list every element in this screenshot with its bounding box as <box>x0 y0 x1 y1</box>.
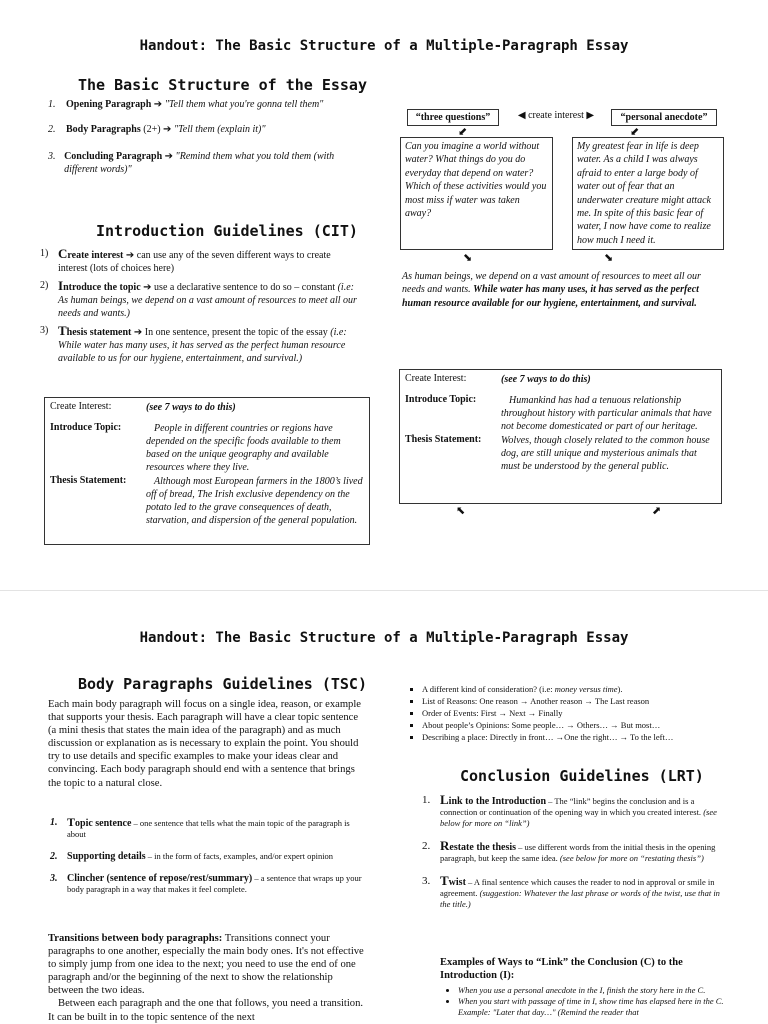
thesis-value: Although most European farmers in the 1800’s lived off of bread, The Irish exclusive dependency on the potato led to the grave consequences of death, starvation, and dispersion of the general population. <box>146 476 363 526</box>
body-heading: Body Paragraphs Guidelines (TSC) <box>78 675 367 693</box>
bullet-item <box>422 683 734 695</box>
item-number: 1. <box>48 99 56 110</box>
body-paragraph: Each main body paragraph will focus on a single idea, reason, or example that supports your thesis. Each paragraph will have a clear topic sentence (a mini thesis that states the main idea of the paragraph) and as much discussion or explanation as is necessary to explain the point. You should try to use details and specific examples to make your ideas clear and convincing. Each body paragraph should end with a sentence that brings the topic to a natural close. <box>48 699 361 789</box>
three-questions-tag: “three questions” <box>407 109 499 126</box>
cit-example: (i.e: As human beings, we depend on a vast amount of resources to meet all our needs and wants.) <box>58 282 357 319</box>
bullet-item <box>422 695 734 707</box>
item-number: 3) <box>40 325 49 336</box>
item-number: 2) <box>40 280 49 291</box>
structure-item <box>48 98 368 111</box>
examples-list <box>440 985 724 1018</box>
item-extra: (2+) <box>143 124 161 135</box>
thesis-row <box>50 475 364 527</box>
cit-name: reate interest <box>67 250 124 261</box>
example-item: • When you use a personal anecdote in the I, finish the story here in the C. <box>458 985 724 996</box>
create-interest-row <box>405 373 716 386</box>
lrt-item <box>422 875 722 910</box>
lrt-name: ink to the Introduction <box>448 796 547 807</box>
item-number: 2. <box>422 840 431 852</box>
lrt-text: – A final sentence which causes the reader to nod in approval or smile in agreement. <box>440 877 715 898</box>
questions-example-box: Can you imagine a world without water? What things do you do everyday that depend on water? Which of these activities would you most miss if water was taken away? <box>400 137 553 250</box>
intro-plain-text: As human beings, we depend on a vast amount of resources to meet all our needs and wants. <box>402 271 701 296</box>
arrow-down-left-icon: ⬋ <box>458 125 468 138</box>
cit-example: (i.e: While water has many uses, it has served as the perfect human resource available to us for our hygiene, entertainment, and survival.) <box>58 327 347 364</box>
bullet-text: Describing a place: Directly in front… →One the right… → To the left… <box>422 732 674 742</box>
introduce-topic-value: Humankind has had a tenuous relationship throughout history with particular animals that have not become domesticated or part of our heritage. <box>501 395 712 432</box>
arrow-down-right-icon: ⬊ <box>604 251 614 264</box>
bullet-item <box>422 707 734 719</box>
item-number: 3. <box>422 875 431 887</box>
thesis-value: Wolves, though closely related to the common house dog, are still unique and mysterious animals that must be understood by the general public. <box>501 435 710 472</box>
bullet-text: About people’s Opinions: Some people… → Others… → But most… <box>422 720 661 730</box>
transitions-label: Transitions between body paragraphs: <box>48 933 223 944</box>
example-box-right <box>399 369 722 504</box>
personal-anecdote-tag: “personal anecdote” <box>611 109 717 126</box>
arrow-up-icon: ⬈ <box>652 504 662 517</box>
item-number: 1. <box>422 794 431 806</box>
lrt-letter: L <box>440 792 449 807</box>
bullet-item <box>422 731 734 743</box>
item-quote: "Remind them what you told them (with different words)" <box>64 151 335 175</box>
introduce-topic-value: People in different countries or regions have depended on the specific foods available to them based on the unique geography and available resources where they live. <box>146 423 341 473</box>
tsc-list <box>50 817 366 895</box>
tsc-item <box>50 817 366 840</box>
transitions-paragraph <box>48 932 366 1024</box>
page-title: Handout: The Basic Structure of a Multiple-Paragraph Essay <box>139 630 629 646</box>
arrow-down-right-icon: ⬊ <box>463 251 473 264</box>
lrt-note: (see below for more on “restating thesis”) <box>559 853 704 863</box>
cit-text: use a declarative sentence to do so – constant <box>154 282 336 293</box>
conclusion-heading: Conclusion Guidelines (LRT) <box>460 767 704 785</box>
cit-item <box>40 279 362 320</box>
tsc-text: – one sentence that tells what the main topic of the paragraph is about <box>67 818 350 839</box>
intro-thesis-text: While water has many uses, it has served as the perfect human resource available for our hygiene, entertainment, and survival. <box>402 284 699 309</box>
arrow-down-left-icon: ⬋ <box>630 125 640 138</box>
arrow-right-icon: ▶ <box>586 110 595 121</box>
structure-list <box>48 98 368 176</box>
item-number: 2. <box>50 851 58 862</box>
lrt-list <box>422 794 722 910</box>
example-item: • When you start with passage of time in I, show time has elapsed here in the C. Example: "Later that day…" (Remind the reader that <box>458 996 724 1018</box>
cit-text: In one sentence, present the topic of the essay <box>144 327 328 338</box>
cit-letter: T <box>58 323 67 338</box>
create-interest-connector <box>503 110 609 121</box>
examples-heading: Examples of Ways to “Link” the Conclusion (C) to the Introduction (I): <box>440 957 683 981</box>
lrt-note: (see below for more on “link”) <box>440 807 717 828</box>
thesis-row <box>405 434 716 473</box>
example-box-left <box>44 397 370 545</box>
transitions-text: Transitions connect your paragraphs to one another, especially the main body ones. It's not effective to simply jump from one idea to the next; you need to use the end of one paragraph and/or the beginning of the next to show the relationship between the two ideas. <box>48 933 364 997</box>
structure-item <box>48 150 368 176</box>
item-number: 2. <box>48 124 56 135</box>
create-interest-text: create interest <box>528 110 584 121</box>
tsc-name: opic sentence <box>75 818 132 829</box>
introduce-topic-row <box>50 422 364 474</box>
anecdote-example-box: My greatest fear in life is deep water. As a child I was always afraid to enter a large body of water out of fear that an underwater creature might attack me. In spite of this basic fear of water, I now have come to realize how much I need it. <box>572 137 724 250</box>
arrow-right-icon: ➔ <box>163 124 172 135</box>
structure-item <box>48 123 368 136</box>
bullet-text: A different kind of consideration? (i.e: <box>422 684 553 694</box>
lrt-note: (suggestion: Whatever the last phrase or words of the twist, use that in the title.) <box>440 888 720 909</box>
tsc-letter: C <box>67 873 75 884</box>
item-name: Opening Paragraph <box>66 99 152 110</box>
arrow-right-icon: ➔ <box>125 250 135 261</box>
introduce-topic-row <box>405 394 716 433</box>
cit-letter: I <box>58 278 64 293</box>
bullet-text: List of Reasons: One reason → Another reason → The Last reason <box>422 696 650 706</box>
thesis-label: Thesis Statement: <box>50 475 127 486</box>
lrt-name: wist <box>448 877 466 888</box>
page-divider <box>0 590 768 591</box>
intro-example-paragraph <box>402 270 720 310</box>
tsc-text: – a sentence that wraps up your body paragraph in a way that makes it feel complete. <box>67 873 362 894</box>
cit-list <box>40 247 362 365</box>
bullet-end: ). <box>617 684 623 694</box>
structure-heading: The Basic Structure of the Essay <box>78 76 367 94</box>
cit-name: ntroduce the topic <box>63 282 141 293</box>
cit-text: can use any of the seven different ways to create interest (lots of choices here) <box>58 250 331 274</box>
tsc-letter: S <box>67 851 73 862</box>
lrt-letter: R <box>440 838 450 853</box>
create-interest-row <box>50 401 364 414</box>
item-number: 1) <box>40 248 49 259</box>
bullet-italic: money versus time <box>554 684 618 694</box>
lrt-letter: T <box>440 873 449 888</box>
lrt-text: – use different words from the initial thesis in the opening paragraph, but keep the same idea. <box>440 842 716 863</box>
lrt-item <box>422 840 722 864</box>
create-interest-value: (see 7 ways to do this) <box>501 374 591 385</box>
thesis-label: Thesis Statement: <box>405 434 482 445</box>
arrow-left-icon: ◀ <box>517 110 526 121</box>
page-title: Handout: The Basic Structure of a Multiple-Paragraph Essay <box>139 38 629 54</box>
lrt-name: estate the thesis <box>449 842 517 853</box>
transition-bullets <box>404 683 734 743</box>
arrow-right-icon: ➔ <box>153 99 163 110</box>
create-interest-label: Create Interest: <box>50 401 112 412</box>
arrow-right-icon: ➔ <box>133 327 143 338</box>
create-interest-label: Create Interest: <box>405 373 467 384</box>
bullet-item <box>422 719 734 731</box>
intro-heading: Introduction Guidelines (CIT) <box>96 222 358 240</box>
cit-letter: C <box>58 246 68 261</box>
item-quote: "Tell them what you're gonna tell them" <box>164 99 324 110</box>
create-interest-value: (see 7 ways to do this) <box>146 402 236 413</box>
arrow-right-icon: ➔ <box>164 151 174 162</box>
item-name: Body Paragraphs <box>66 124 141 135</box>
item-number: 3. <box>48 151 56 162</box>
introduce-topic-label: Introduce Topic: <box>405 394 477 405</box>
tsc-item <box>50 851 366 862</box>
tsc-name: upporting details <box>72 851 146 862</box>
cit-name: hesis statement <box>66 327 132 338</box>
arrow-right-icon: ➔ <box>143 282 152 293</box>
tsc-text: – in the form of facts, examples, and/or expert opinion <box>147 851 334 861</box>
cit-item <box>40 247 362 275</box>
transitions-text-continued: Between each paragraph and the one that follows, you need a transition. It can be built in to the topic sentence of the next <box>48 998 364 1023</box>
cit-item <box>40 324 362 365</box>
item-number: 1. <box>50 817 58 828</box>
tsc-name: lincher (sentence of repose/rest/summary) <box>74 873 253 884</box>
tsc-item <box>50 873 366 895</box>
lrt-text: – The “link” begins the conclusion and is a connection or continuation of the opening way in which you created interest. <box>440 796 702 817</box>
tsc-letter: T <box>67 815 76 829</box>
item-quote: "Tell them (explain it)" <box>173 124 266 135</box>
lrt-item <box>422 794 722 829</box>
arrow-up-icon: ⬉ <box>456 504 466 517</box>
item-number: 3. <box>50 873 58 884</box>
bullet-text: Order of Events: First → Next → Finally <box>422 708 563 718</box>
item-name: Concluding Paragraph <box>64 151 163 162</box>
introduce-topic-label: Introduce Topic: <box>50 422 122 433</box>
